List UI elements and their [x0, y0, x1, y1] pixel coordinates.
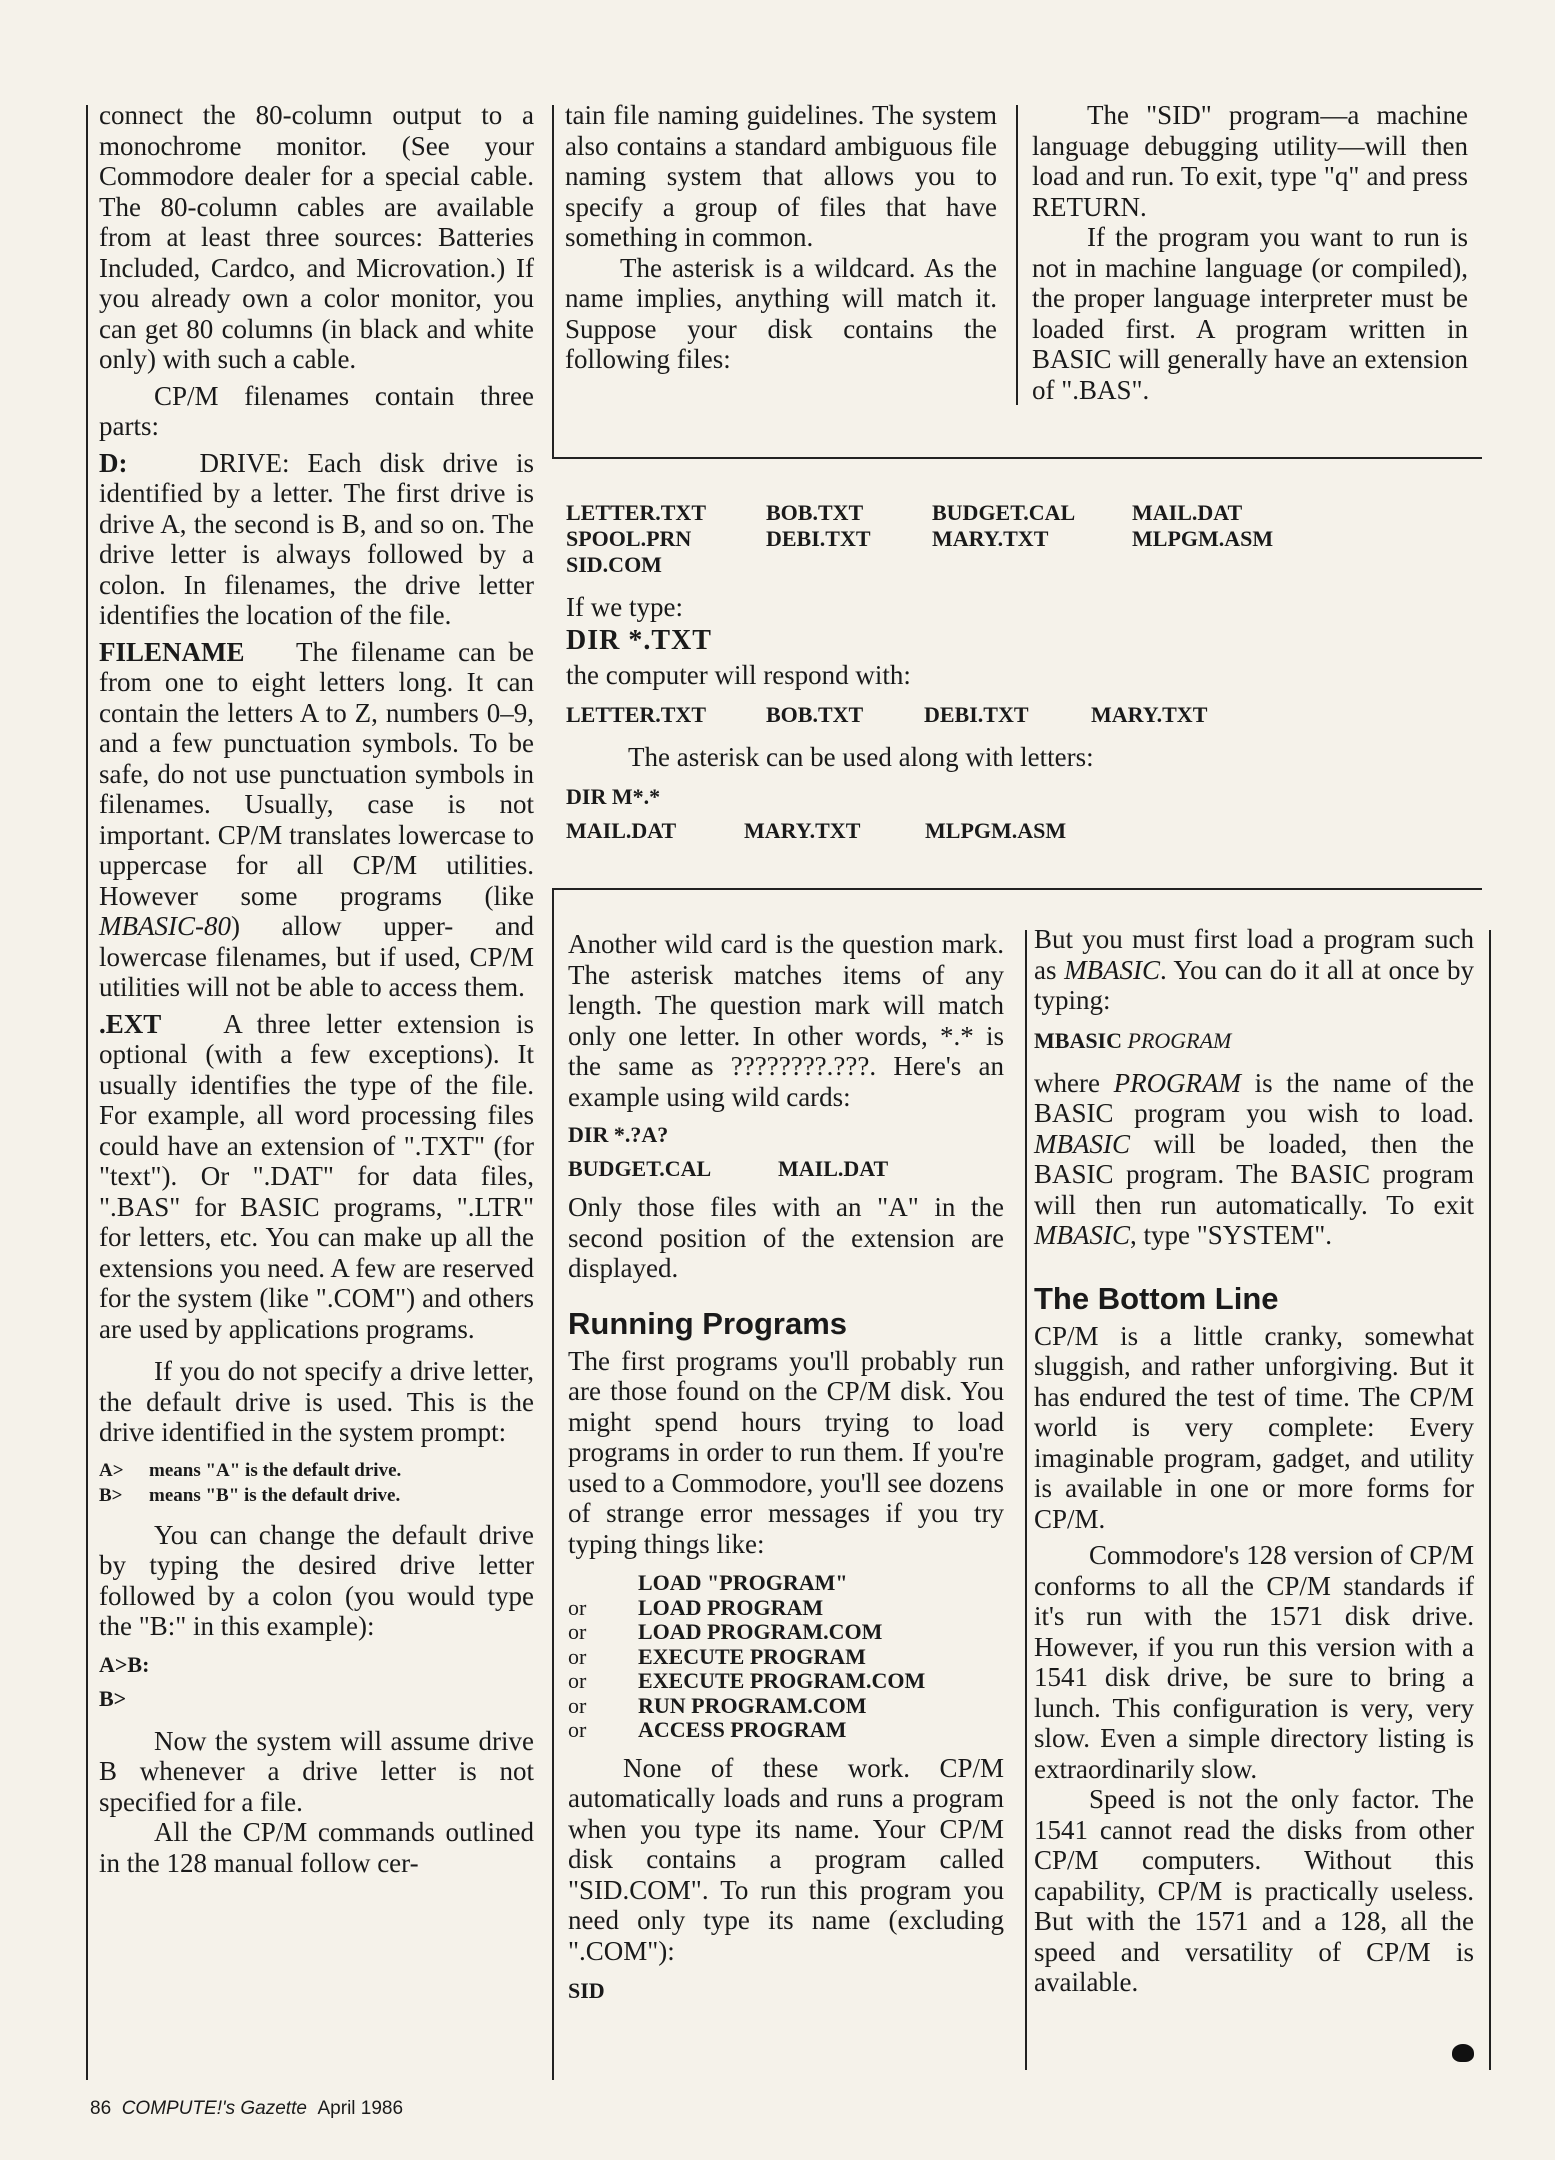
- column-3-top: [1032, 100, 1468, 405]
- file-name: MAIL.DAT: [1132, 500, 1243, 525]
- file-name: LETTER.TXT: [566, 702, 706, 727]
- command-line: [1034, 1028, 1474, 1054]
- response-list: [566, 702, 1466, 728]
- paragraph: You can change the default drive by typing the desired drive letter followed by a colon (you would type the "B:" in this example):: [99, 1519, 534, 1641]
- file-name: MAIL.DAT: [778, 1156, 889, 1181]
- file-name: MARY.TXT: [1091, 702, 1208, 727]
- command: EXECUTE PROGRAM.COM: [638, 1668, 926, 1693]
- command: LOAD PROGRAM: [638, 1594, 824, 1620]
- paragraph: Speed is not the only factor. The 1541 cannot read the disks from other CP/M computers. Without this capability, CP/M is practically useless. But with the 1571 and a 128, all the speed and versatility of CP/M is available.: [1034, 1784, 1474, 1997]
- paragraph: If we type:: [566, 592, 683, 622]
- command-line: DIR M*.*: [566, 784, 661, 809]
- text: But you must first load a program such as: [1034, 924, 1474, 985]
- column-rule-middle-bottom: [552, 890, 554, 2080]
- column-rule-left: [86, 105, 88, 2080]
- file-name: MLPGM.ASM: [1132, 526, 1274, 551]
- response-list: [566, 818, 1466, 844]
- text: will be loaded, then the BASIC program. The BASIC program will then run automatically. To exit: [1034, 1128, 1474, 1220]
- issue-date: April 1986: [317, 2098, 404, 2119]
- text: . You can do it all at once by typing:: [1034, 954, 1474, 1015]
- command-row: [568, 1694, 1004, 1719]
- paragraph: Only those files with an "A" in the second position of the extension are displayed.: [568, 1192, 1004, 1283]
- italic-term: MBASIC-80: [99, 911, 231, 941]
- command-row: [568, 1596, 1004, 1621]
- end-of-article-icon: [1452, 2044, 1474, 2062]
- box-rule-top: [552, 457, 1482, 459]
- box-rule-bottom: [552, 888, 1482, 890]
- magazine-name: COMPUTE!'s Gazette: [121, 2098, 307, 2119]
- column-2-bottom: [568, 929, 1004, 2004]
- command-line: DIR *.TXT: [566, 625, 712, 656]
- text: , type "SYSTEM".: [1129, 1220, 1333, 1250]
- section-heading: Running Programs: [568, 1305, 848, 1341]
- command-argument: PROGRAM: [1127, 1027, 1232, 1053]
- paragraph: CP/M is a little cranky, somewhat sluggish, and rather unforgiving. But it has endured the test of time. The CP/M world is very complete: Every imaginable program, gadget, and utility is available in one or more forms for CP/M.: [1034, 1320, 1474, 1534]
- file-name: MARY.TXT: [744, 818, 861, 843]
- paragraph: Another wild card is the question mark. The asterisk matches items of any length. The question mark will match only one letter. In other words, *.* is the same as ????????.???. Here's an example using wild cards:: [568, 929, 1004, 1112]
- column-1: [99, 100, 534, 1878]
- paragraph: The asterisk can be used along with letters:: [628, 742, 1094, 772]
- column-2-top: [565, 100, 997, 375]
- italic-term: PROGRAM: [1113, 1067, 1242, 1098]
- paragraph: All the CP/M commands outlined in the 128 manual follow cer-: [99, 1817, 534, 1878]
- file-name: BOB.TXT: [766, 500, 864, 525]
- or-label: [568, 1571, 638, 1596]
- definition-drive: [99, 448, 534, 631]
- definition-text: ) allow upper- and lowercase filenames, but if used, CP/M utilities will not be able to access them.: [99, 911, 534, 1002]
- italic-term: MBASIC: [1034, 1128, 1130, 1159]
- command-line: SID: [568, 1978, 605, 2003]
- file-name: SID.COM: [566, 552, 662, 577]
- definition-text: The filename can be from one to eight letters long. It can contain the letters A to Z, numbers 0–9, and a few punctuation symbols. To be safe, do not use punctuation symbols in filenames. Usually, case is not important. CP/M translates lowercase to uppercase for all CP/M utilities. However some programs (like: [99, 636, 534, 911]
- text: is the name of the BASIC program you wish to load.: [1034, 1067, 1475, 1128]
- command: ACCESS PROGRAM: [638, 1717, 847, 1742]
- italic-term: MBASIC: [1034, 1220, 1130, 1250]
- paragraph: The first programs you'll probably run are those found on the CP/M disk. You might spend hours trying to load programs in order to run them. If you're used to a Commodore, you'll see dozens of strange error messages if you try typing things like:: [568, 1345, 1004, 1559]
- drive-prompt-list: [99, 1458, 534, 1508]
- file-list: [566, 500, 1466, 578]
- code-line: B>: [99, 1685, 127, 1711]
- prompt: B>: [99, 1484, 123, 1506]
- text: where: [1034, 1067, 1100, 1098]
- term: D:: [99, 447, 128, 478]
- command-row: [568, 1718, 1004, 1743]
- paragraph: the computer will respond with:: [566, 660, 911, 690]
- column-rule-right-bottom: [1025, 930, 1027, 2070]
- paragraph: CP/M filenames contain three parts:: [99, 380, 534, 441]
- or-label: or: [568, 1692, 587, 1718]
- or-label: or: [568, 1619, 587, 1644]
- file-name: DEBI.TXT: [766, 526, 871, 551]
- section-heading: The Bottom Line: [1034, 1280, 1279, 1316]
- paragraph: The asterisk is a wildcard. As the name implies, anything will match it. Suppose your disk contains the following files:: [565, 252, 997, 374]
- command-row: [568, 1669, 1004, 1694]
- file-name: MLPGM.ASM: [925, 818, 1067, 843]
- command-row: [568, 1645, 1004, 1670]
- file-name: MAIL.DAT: [566, 818, 677, 843]
- file-name: SPOOL.PRN: [566, 526, 692, 551]
- definition-text: A three letter extension is optional (with a few exceptions). It usually identifies the type of the file. For example, all word processing files could have an extension of ".TXT" (for "text"). Or ".DAT" for data files, ".BAS" for BASIC programs, ".LTR" for letters, etc. You can make up all the extensions you need. A few are reserved for the system (like ".COM") and others are used by applications programs.: [99, 1008, 535, 1344]
- command: RUN PROGRAM.COM: [638, 1692, 867, 1718]
- paragraph: If the program you want to run is not in machine language (or compiled), the proper language interpreter must be loaded first. A program written in BASIC will generally have an extension of ".BAS".: [1032, 222, 1468, 405]
- code-line: A>B:: [99, 1651, 150, 1677]
- command: LOAD "PROGRAM": [638, 1570, 848, 1595]
- paragraph: connect the 80-column output to a monochrome monitor. (See your Commodore dealer for a special cable. The 80-column cables are available from at least three sources: Batteries Included, Cardco, and Microvation.) If you already own a color monitor, you can get 80 columns (in black and white only) with such a cable.: [99, 100, 534, 374]
- definition-ext: [99, 1009, 534, 1345]
- response-list: [568, 1156, 1004, 1182]
- command: LOAD PROGRAM.COM: [638, 1619, 883, 1644]
- or-label: or: [568, 1643, 587, 1669]
- paragraph: Commodore's 128 version of CP/M conforms to all the CP/M standards if it's run with the 1571 disk drive. However, if you run this version with a 1541 disk drive, be sure to bring a lunch. This configuration is very, very slow. Even a simple directory listing is extraordinarily slow.: [1034, 1540, 1474, 1784]
- file-name: DEBI.TXT: [924, 702, 1029, 727]
- paragraph: Now the system will assume drive B whenever a drive letter is not specified for a file.: [99, 1725, 534, 1817]
- command: MBASIC: [1034, 1027, 1123, 1053]
- file-name: BUDGET.CAL: [568, 1156, 712, 1181]
- paragraph: [1034, 1068, 1474, 1251]
- command-row: [568, 1620, 1004, 1645]
- prompt-text: means "A" is the default drive.: [149, 1459, 402, 1481]
- command-list: [568, 1571, 1004, 1743]
- prompt: A>: [99, 1459, 124, 1481]
- file-name: LETTER.TXT: [566, 500, 706, 525]
- page-footer: [90, 2098, 403, 2120]
- italic-term: MBASIC: [1064, 954, 1161, 985]
- command: EXECUTE PROGRAM: [638, 1643, 866, 1669]
- file-listing-box: [566, 500, 1466, 844]
- paragraph: None of these work. CP/M automatically loads and runs a program when you type its name. Your CP/M disk contains a program called "SID.COM". To run this program you need only type its name (excluding ".COM"):: [568, 1752, 1004, 1966]
- definition-filename: [99, 637, 534, 1003]
- paragraph: The "SID" program—a machine language debugging utility—will then load and run. To exit, type "q" and press RETURN.: [1032, 100, 1468, 222]
- file-name: BOB.TXT: [766, 702, 864, 727]
- file-name: BUDGET.CAL: [932, 500, 1076, 525]
- paragraph: [1034, 924, 1474, 1016]
- column-3-bottom: [1034, 924, 1474, 1998]
- column-rule-far-right: [1489, 930, 1491, 2070]
- file-name: MARY.TXT: [932, 526, 1049, 551]
- term: .EXT: [99, 1008, 162, 1039]
- paragraph: tain file naming guidelines. The system also contains a standard ambiguous file naming system that allows you to specify a group of files that have something in common.: [565, 100, 997, 252]
- column-rule-middle-top: [552, 105, 554, 458]
- command-row: [568, 1571, 1004, 1596]
- or-label: or: [568, 1717, 587, 1742]
- command-line: DIR *.?A?: [568, 1122, 669, 1147]
- column-rule-right-top: [1016, 105, 1018, 405]
- page-number: 86: [90, 2098, 112, 2119]
- prompt-text: means "B" is the default drive.: [149, 1484, 401, 1506]
- or-label: or: [568, 1594, 587, 1620]
- drive-prompt-row: [99, 1458, 534, 1483]
- drive-prompt-row: [99, 1483, 534, 1508]
- or-label: or: [568, 1668, 587, 1693]
- term: FILENAME: [99, 636, 245, 667]
- paragraph: If you do not specify a drive letter, the default drive is used. This is the drive identified in the system prompt:: [99, 1356, 534, 1447]
- definition-text: DRIVE: Each disk drive is identified by a letter. The first drive is drive A, the second is B, and so on. The drive letter is always followed by a colon. In filenames, the drive letter identifies the location of the file.: [99, 447, 535, 630]
